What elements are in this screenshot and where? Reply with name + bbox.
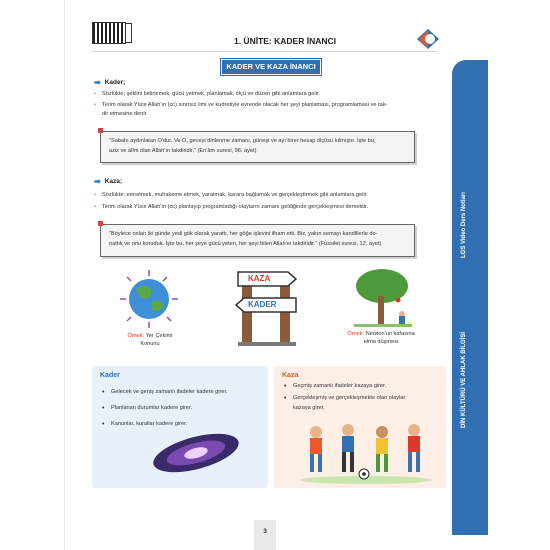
arrow-right-icon: ➡ [94,177,101,186]
kader-bullet-2-cont: dir etmesine denir. [102,111,148,117]
publisher-logo-icon [415,28,441,50]
side-top-label: LGS Video Ders Notları [461,192,467,258]
kader-box-item-2: • Planlanan durumlar kadere girer. [102,404,262,413]
earth-caption-a: Yer Çekimi [145,333,173,339]
quote-corner-mark [98,221,103,226]
kaza-quote [100,224,415,257]
page-number: 3 [254,520,276,550]
arrow-right-icon: ➡ [94,78,101,87]
kader-bullet-1: • Sözlükte; şeklini belirlemek, gücü yetmek, planlamak, ölçü ve düzen gibi anlamlara gelir. [94,90,444,99]
kaza-quote-line1: "Böylece onları iki günde yedi gök olarak yarattı, her göğe işlevini ilham etti. Biz, yakın semayı kandillerle do- [109,231,378,237]
section-title: KADER VE KAZA İNANCI [222,60,320,74]
kader-sign-label: KADER [248,300,277,309]
kader-box-item-1: • Gelecek ve geniş zamanlı ifadeler kadere girer. [102,388,262,397]
newton-example-label: Örnek: [347,331,365,337]
side-subject-label: DİN KÜLTÜRÜ VE AHLAK BİLGİSİ [461,332,467,428]
earth-caption [120,332,180,348]
qr-code-icon[interactable] [92,22,126,44]
newton-caption-b: elma düşmesi [363,339,399,345]
header-divider [92,51,437,52]
kaza-sign-label: KAZA [248,274,271,283]
kader-quote [100,131,415,163]
earth-gravity-illustration [118,268,180,330]
newton-caption-a: Newton'un kafasına [365,331,415,337]
kaza-quote-line2: nattık ve onu koruduk. İşte bu, her şeye gücü yeten, her şeyi bilen Allah'ın takdiridir." (Fussilet suresi, 12. ayet) [109,240,382,247]
kaza-box-item-2-cont: kazaya girer. [293,405,325,411]
qr-tab [126,23,132,43]
side-label-container [459,160,473,260]
kaza-heading [94,177,122,186]
kaza-heading-label: Kaza; [104,178,123,185]
kader-heading-label: Kader; [104,79,126,86]
kaza-box-title: Kaza [282,372,299,379]
kader-heading [94,78,125,87]
kader-quote-line1: "Sabahı aydınlatan O'dur. Ve O, geceyi dinlenme zamanı, güneşi ve ayı birer hesap ölçüsü kılmıştır. İşte bu, [109,138,376,144]
earth-caption-b: Konunu [140,341,160,347]
kader-bullet-2: • Terim olarak Yüce Allah'ın (cc) sınırsız ilmi ve kudretiyle evrende olacak her şeyi planlaması, programlaması ve tak- [94,101,444,110]
quote-corner-mark [98,128,103,133]
kaza-bullet-1: • Sözlükte; emretmek, muhakeme etmek, yaratmak, karara bağlamak ve gerçekleştirmek gibi anlamlara gelir. [94,191,444,200]
unit-title: 1. ÜNİTE: KADER İNANCI [233,36,336,46]
kader-box-item-3: • Kanunlar, kurallar kadere girer. [102,420,262,429]
kaza-box-item-1: • Geçmiş zamanlı ifadeler kazaya girer. [284,382,444,391]
newton-caption [336,330,426,346]
kader-box-title: Kader [100,372,120,379]
kaza-box-item-2: • Gerçekleşmiş ve gerçekleşmekte olan olaylar [284,394,444,403]
galaxy-illustration [150,428,242,478]
newton-tree-illustration [352,266,414,328]
kader-quote-line2: aziz ve alîm olan Allah'ın takdiridir." (En'âm suresi, 96. ayet) [109,147,257,154]
side-subject-container [459,280,473,430]
earth-example-label: Örnek: [127,333,145,339]
kids-football-illustration [296,418,436,484]
kaza-bullet-2: • Terim olarak Yüce Allah'ın (cc) planlayıp programladığı olayların zamanı geldiğinde gerçekleşmesi demektir. [94,203,444,212]
